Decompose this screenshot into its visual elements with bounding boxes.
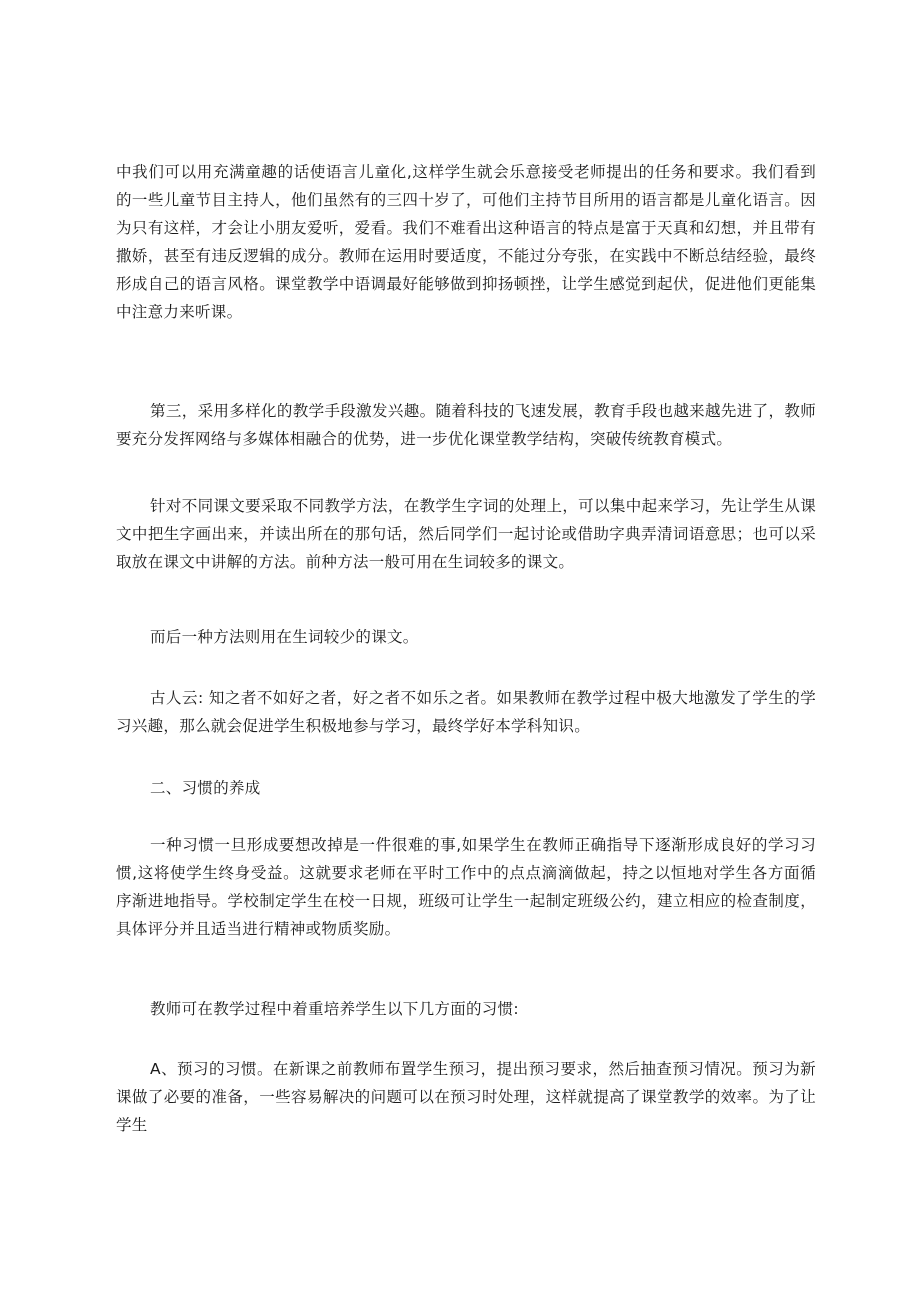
paragraph-preview-habit: A、预习的习惯。在新课之前教师布置学生预习，提出预习要求，然后抽查预习情况。预习为新课做了必要的准备，一些容易解决的问题可以在预习时处理，这样就提高了课堂教学的效率。为了让学生 [116, 1060, 816, 1134]
paragraph-teaching-methods: 第三，采用多样化的教学手段激发兴趣。随着科技的飞速发展，教育手段也越来越先进了，教师要充分发挥网络与多媒体相融合的优势，进一步优化课堂教学结构，突破传统教育模式。 [116, 402, 816, 448]
paragraph-habit-formation: 一种习惯一旦形成要想改掉是一件很难的事,如果学生在教师正确指导下逐渐形成良好的学习习惯,这将使学生终身受益。这就要求老师在平时工作中的点点滴滴做起，持之以恒地对学生各方面循序渐进地指导。学校制定学生在校一日规，班级可让学生一起制定班级公约，建立相应的检查制度，具体评分并且适当进行精神或物质奖励。 [116, 836, 816, 938]
paragraph-ancient-saying: 古人云: 知之者不如好之者，好之者不如乐之者。如果教师在教学过程中极大地激发了学生的学习兴趣，那么就会促进学生积极地参与学习，最终学好本学科知识。 [116, 689, 816, 735]
paragraph-later-method: 而后一种方法则用在生词较少的课文。 [150, 628, 419, 646]
paragraph-language-style: 中我们可以用充满童趣的话使语言儿童化,这样学生就会乐意接受老师提出的任务和要求。我们看到的一些儿童节目主持人，他们虽然有的三四十岁了，可他们主持节目所用的语言都是儿童化语言。因为只有这样，才会让小朋友爱听，爱看。我们不难看出这种语言的特点是富于天真和幻想，并且带有撒娇，甚至有违反逻辑的成分。教师在运用时要适度，不能过分夸张，在实践中不断总结经验，最终形成自己的语言风格。课堂教学中语调最好能够做到抑扬顿挫，让学生感觉到起伏，促进他们更能集中注意力来听课。 [116, 163, 816, 321]
section-heading-habits: 二、习惯的养成 [150, 779, 261, 797]
paragraph-habit-intro: 教师可在教学过程中着重培养学生以下几方面的习惯: [150, 1000, 519, 1018]
paragraph-vocabulary-teaching: 针对不同课文要采取不同教学方法，在教学生字词的处理上，可以集中起来学习，先让学生从课文中把生字画出来，并读出所在的那句话，然后同学们一起讨论或借助字典弄清词语意思；也可以采取放在课文中讲解的方法。前种方法一般可用在生词较多的课文。 [116, 497, 816, 571]
